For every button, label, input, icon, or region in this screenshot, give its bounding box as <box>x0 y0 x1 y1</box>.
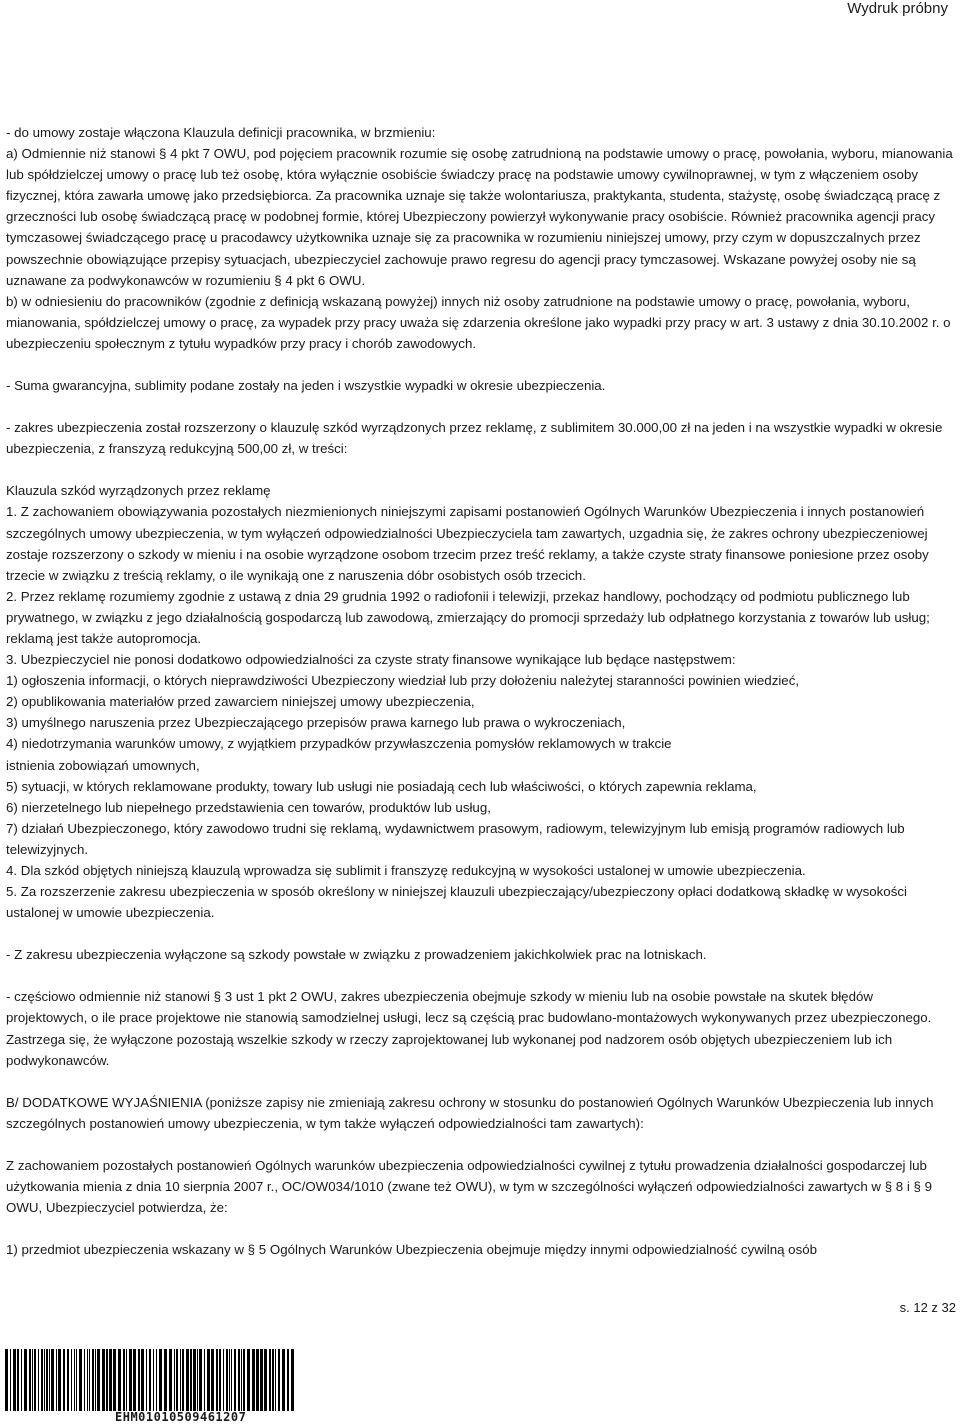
paragraph: 4. Dla szkód objętych niniejszą klauzulą wprowadza się sublimit i franszyzę redukcyjną w wysokości ustalonej w umowie ubezpieczenia. <box>6 863 806 878</box>
paragraph: b) w odniesieniu do pracowników (zgodnie z definicją wskazaną powyżej) innych niż osoby zatrudnione na podstawie umowy o pracę, powołania, wyboru, mianowania, spółdzielczej umowy o pracę, za wypadek przy pracy uważa się zdarzenia określone jako wypadki przy pracy w art. 3 ustawy z dnia 30.10.2002 r. o ubezpieczeniu społecznym z tytułu wypadków przy pracy i chorób zawodowych. <box>6 293 951 351</box>
paragraph: Z zachowaniem pozostałych postanowień Ogólnych warunków ubezpieczenia odpowiedzialności cywilnej z tytułu prowadzenia działalności gospodarczej lub użytkowania mienia z dnia 10 sierpnia 2007 r., OC/OW034/1010 (zwane też OWU), w tym w szczególności wyłączeń odpowiedzialności zawartych w § 8 i § 9 OWU, Ubezpieczyciel potwierdza, że: <box>6 1157 933 1216</box>
paragraph: 1. Z zachowaniem obowiązywania pozostałych niezmienionych niniejszymi zapisami postanowień Ogólnych Warunków Ubezpieczenia i innych postanowień szczególnych umowy ubezpieczenia, w tym wyłączeń odpowiedzialności Ubezpieczyciela tam zawartych, uzgadnia się, że zakres ochrony ubezpieczeniowej zostaje rozszerzony o szkody w mieniu i na osobie wyrządzone osobom trzecim przez treść reklamy, a także czyste straty finansowe poniesione przez osoby trzecie w związku z treścią reklamy, o ile wynikają one z naruszenia dóbr osobistych osób trzecich. <box>6 504 929 583</box>
paragraph: - do umowy zostaje włączona Klauzula definicji pracownika, w brzmieniu: <box>6 125 436 140</box>
document-body <box>6 122 954 1260</box>
paragraph: 5. Za rozszerzenie zakresu ubezpieczenia w sposób określony w niniejszej klauzuli ubezpieczający/ubezpieczony opłaci dodatkową składkę w wysokości ustalonej w umowie ubezpieczenia. <box>6 884 907 921</box>
paragraph: 4) niedotrzymania warunków umowy, z wyjątkiem przypadków przywłaszczenia pomysłów reklamowych w trakcie <box>6 736 672 752</box>
paragraph: B/ DODATKOWE WYJAŚNIENIA (poniższe zapisy nie zmieniają zakresu ochrony w stosunku do postanowień Ogólnych Warunków Ubezpieczenia lub innych szczególnych postanowień umowy ubezpieczenia, w tym także wyłączeń odpowiedzialności tam zawartych): <box>6 1094 934 1131</box>
paragraph: - Suma gwarancyjna, sublimity podane zostały na jeden i wszystkie wypadki w okresie ubezpieczenia. <box>6 378 606 394</box>
paragraph: a) Odmiennie niż stanowi § 4 pkt 7 OWU, pod pojęciem pracownik rozumie się osobę zatrudnioną na podstawie umowy o pracę, powołania, wyboru, mianowania lub spółdzielczej umowy o pracę lub też osobę, która wyłącznie osobiście świadczy pracę na podstawie umowy cywilnoprawnej, w tym z włączeniem osoby fizycznej, która zawarła umowę jako przedsiębiorca. Za pracownika uznaje się także wolontariusza, praktykanta, studenta, stażystę, osobę świadczącą pracę z grzeczności lub osobę świadczącą pracę w podobnej formie, której Ubezpieczony powierzył wykonywanie pracy osobiście. Również pracownika agencji pracy tymczasowej świadczącego pracę u pracodawcy użytkownika uznaje się za pracownika w rozumieniu niniejszej umowy, przy czym w dopuszczalnych przez powszechnie obowiązujące przepisy sytuacjach, ubezpieczyciel zachowuje prawo regresu do agencji pracy tymczasowej. Wskazane powyżej osoby nie są uznawane za podwykonawców w rozumieniu § 4 pkt 6 OWU. <box>6 146 953 288</box>
paragraph: istnienia zobowiązań umownych, <box>6 757 200 773</box>
paragraph-spacer <box>6 965 954 986</box>
paragraph: - Z zakresu ubezpieczenia wyłączone są szkody powstałe w związku z prowadzeniem jakichkolwiek prac na lotniskach. <box>6 947 707 963</box>
paragraph: 1) przedmiot ubezpieczenia wskazany w § 5 Ogólnych Warunków Ubezpieczenia obejmuje między innymi odpowiedzialność cywilną osób <box>6 1242 818 1258</box>
paragraph: 3. Ubezpieczyciel nie ponosi dodatkowo odpowiedzialności za czyste straty finansowe wynikające lub będące następstwem: <box>6 652 736 668</box>
paragraph: 2. Przez reklamę rozumiemy zgodnie z ustawą z dnia 29 grudnia 1992 o radiofonii i telewizji, przekaz handlowy, pochodzący od podmiotu publicznego lub prywatnego, w związku z jego działalnością gospodarczą lub zawodową, zmierzający do promocji sprzedaży lub odpłatnego korzystania z towarów lub usług; reklamą jest także autopromocja. <box>6 588 930 646</box>
paragraph: Klauzula szkód wyrządzonych przez reklamę <box>6 483 271 499</box>
paragraph: 7) działań Ubezpieczonego, który zawodowo trudni się reklamą, wydawnictwem prasowym, radiowym, telewizyjnym lub emisją programów radiowych lub telewizyjnych. <box>6 820 905 857</box>
paragraph-spacer <box>6 1218 954 1239</box>
paragraph-spacer <box>6 1071 954 1092</box>
paragraph: 3) umyślnego naruszenia przez Ubezpieczającego przepisów prawa karnego lub prawa o wykroczeniach, <box>6 715 626 731</box>
paragraph: 5) sytuacji, w których reklamowane produkty, towary lub usługi nie posiadają cech lub właściwości, o których zapewnia reklama, <box>6 778 757 794</box>
paragraph-spacer <box>6 459 954 480</box>
paragraph: - zakres ubezpieczenia został rozszerzony o klauzulę szkód wyrządzonych przez reklamę, z sublimitem 30.000,00 zł na jeden i na wszystkie wypadki w okresie ubezpieczenia, z franszyzą redukcyjną 500,00 zł, w treści: <box>6 420 943 457</box>
barcode <box>5 1349 295 1411</box>
paragraph-spacer <box>6 396 954 417</box>
page-number: s. 12 z 32 <box>899 1300 956 1315</box>
paragraph-spacer <box>6 923 954 944</box>
print-label: Wydruk próbny <box>847 0 948 17</box>
paragraph: 6) nierzetelnego lub niepełnego przedstawienia cen towarów, produktów lub usług, <box>6 799 491 815</box>
paragraph: 1) ogłoszenia informacji, o których nieprawdziwości Ubezpieczony wiedział lub przy dołożeniu należytej staranności powinien wiedzieć, <box>6 673 800 689</box>
paragraph-spacer <box>6 354 954 375</box>
paragraph-spacer <box>6 1134 954 1155</box>
paragraph: 2) opublikowania materiałów przed zawarciem niniejszej umowy ubezpieczenia, <box>6 694 475 710</box>
paragraph: - częściowo odmiennie niż stanowi § 3 ust 1 pkt 2 OWU, zakres ubezpieczenia obejmuje szkody w mieniu lub na osobie powstałe na skutek błędów projektowych, o ile prace projektowe nie stanowią samodzielnej usługi, lecz są częścią prac budowlano-montażowych wykonywanych przez ubezpieczonego. Zastrzega się, że wyłączone pozostają wszelkie szkody w rzeczy zaprojektowanej lub wykonanej pod nadzorem osób objętych ubezpieczeniem lub ich podwykonawców. <box>6 989 932 1068</box>
barcode-number: EHM01010509461207 <box>115 1410 247 1424</box>
